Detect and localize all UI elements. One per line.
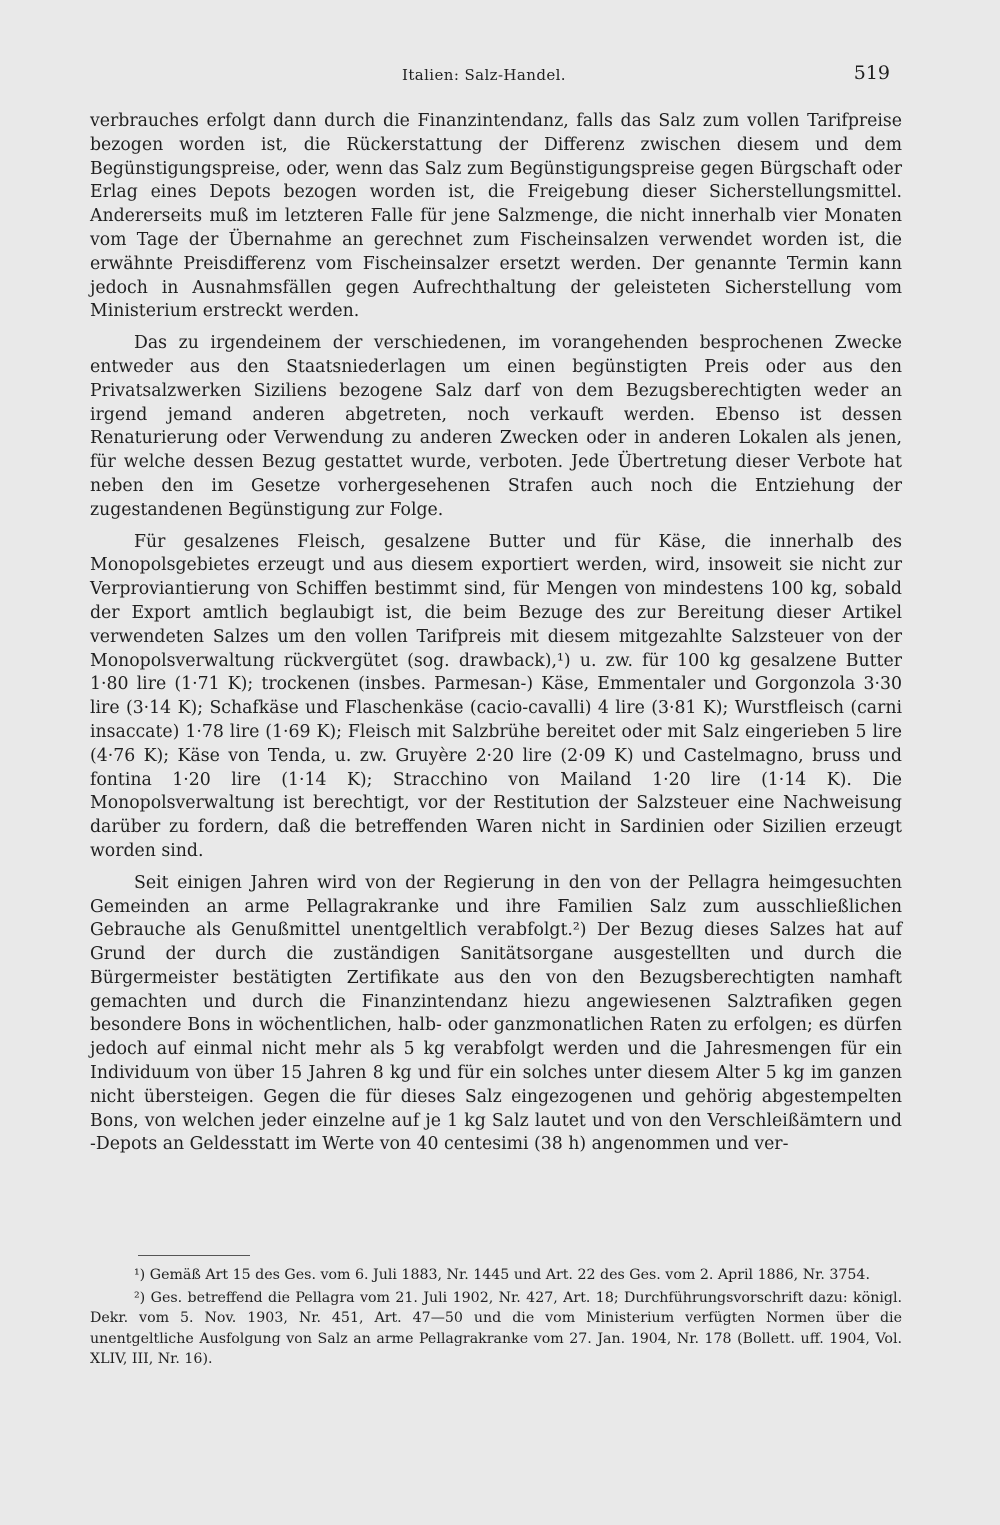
- footnotes: [90, 1265, 902, 1372]
- page-number: 519: [853, 62, 890, 84]
- paragraph: Für gesalzenes Fleisch, gesalzene Butter und für Käse, die innerhalb des Monopolsgebietes erzeugt und aus diesem exportiert werden, wird, insoweit sie nicht zur Verproviantierung von Schiffen bestimmt sind, für Mengen von mindestens 100 kg, sobald der Export amtlich beglaubigt ist, die beim Bezuge des zur Bereitung dieser Artikel verwendeten Salzes um den vollen Tarifpreis mit diesem mitgezahlte Salzsteuer von der Monopolsverwaltung rückvergütet (sog. drawback),¹) u. zw. für 100 kg gesalzene Butter 1·80 lire (1·71 K); trockenen (insbes. Parmesan-) Käse, Emmentaler und Gorgonzola 3·30 lire (3·14 K); Schafkäse und Flaschenkäse (cacio-cavalli) 4 lire (3·81 K); Wurstfleisch (carni insaccate) 1·78 lire (1·69 K); Fleisch mit Salzbrühe bereitet oder mit Salz eingerieben 5 lire (4·76 K); Käse von Tenda, u. zw. Gruyère 2·20 lire (2·09 K) und Castelmagno, bruss und fontina 1·20 lire (1·14 K); Stracchino von Mailand 1·20 lire (1·14 K). Die Monopolsverwaltung ist berechtigt, vor der Restitution der Salzsteuer eine Nachweisung darüber zu fordern, daß die betreffenden Waren nicht in Sardinien oder Sizilien erzeugt worden sind.: [90, 531, 902, 861]
- paragraph: verbrauches erfolgt dann durch die Finanzintendanz, falls das Salz zum vollen Tarifpreise bezogen worden ist, die Rückerstattung der Differenz zwischen diesem und dem Begünstigungspreise, oder, wenn das Salz zum Begünstigungspreise gegen Bürgschaft oder Erlag eines Depots bezogen worden ist, die Freigebung dieser Sicherstellungsmittel. Andererseits muß im letzteren Falle für jene Salzmenge, die nicht innerhalb vier Monaten vom Tage der Übernahme an gerechnet zum Fischeinsalzen verwendet worden ist, die erwähnte Preisdifferenz vom Fischeinsalzer ersetzt werden. Der genannte Termin kann jedoch in Ausnahmsfällen gegen Aufrechthaltung der geleisteten Sicherstellung vom Ministerium erstreckt werden.: [90, 111, 902, 322]
- body-text: [90, 110, 902, 1165]
- paragraph: Seit einigen Jahren wird von der Regierung in den von der Pellagra heimgesuchten Gemeinden an arme Pellagrakranke und ihre Familien Salz zum ausschließlichen Gebrauche als Genußmittel unentgeltlich verabfolgt.²) Der Bezug dieses Salzes hat auf Grund der durch die zuständigen Sanitätsorgane ausgestellten und durch die Bürgermeister bestätigten Zertifikate aus den von den Bezugsberechtigten namhaft gemachten und durch die Finanzintendanz hiezu angewiesenen Salztrafiken gegen besondere Bons in wöchentlichen, halb- oder ganzmonatlichen Raten zu erfolgen; es dürfen jedoch auf einmal nicht mehr als 5 kg verabfolgt werden und die Jahresmengen für ein Individuum von über 15 Jahren 8 kg und für ein solches unter diesem Alter 5 kg im ganzen nicht übersteigen. Gegen die für dieses Salz eingezogenen und gehörig abgestempelten Bons, von welchen jeder einzelne auf je 1 kg Salz lautet und von den Verschleißämtern und -Depots an Geldesstatt im Werte von 40 centesimi (38 h) angenommen und ver-: [90, 872, 902, 1155]
- running-head: [90, 62, 900, 90]
- footnote: ¹) Gemäß Art 15 des Ges. vom 6. Juli 1883, Nr. 1445 und Art. 22 des Ges. vom 2. April 1886, Nr. 3754.: [134, 1267, 870, 1283]
- footnote-divider: [138, 1255, 250, 1256]
- running-head-title: Italien: Salz-Handel.: [402, 66, 566, 84]
- footnote: ²) Ges. betreffend die Pellagra vom 21. Juli 1902, Nr. 427, Art. 18; Durchführungsvorschrift dazu: königl. Dekr. vom 5. Nov. 1903, Nr. 451, Art. 47—50 und die vom Ministerium verfügten Normen über die unentgeltliche Ausfolgung von Salz an arme Pellagrakranke vom 27. Jan. 1904, Nr. 178 (Bollett. uff. 1904, Vol. XLIV, III, Nr. 16).: [90, 1289, 902, 1367]
- paragraph: Das zu irgendeinem der verschiedenen, im vorangehenden besprochenen Zwecke entweder aus den Staatsniederlagen um einen begünstigten Preis oder aus den Privatsalzwerken Siziliens bezogene Salz darf von dem Bezugsberechtigten weder an irgend jemand anderen abgetreten, noch verkauft werden. Ebenso ist dessen Renaturierung oder Verwendung zu anderen Zwecken oder in anderen Lokalen als jenen, für welche dessen Bezug gestattet wurde, verboten. Jede Übertretung dieser Verbote hat neben den im Gesetze vorhergesehenen Strafen auch noch die Entziehung der zugestandenen Begünstigung zur Folge.: [90, 333, 902, 520]
